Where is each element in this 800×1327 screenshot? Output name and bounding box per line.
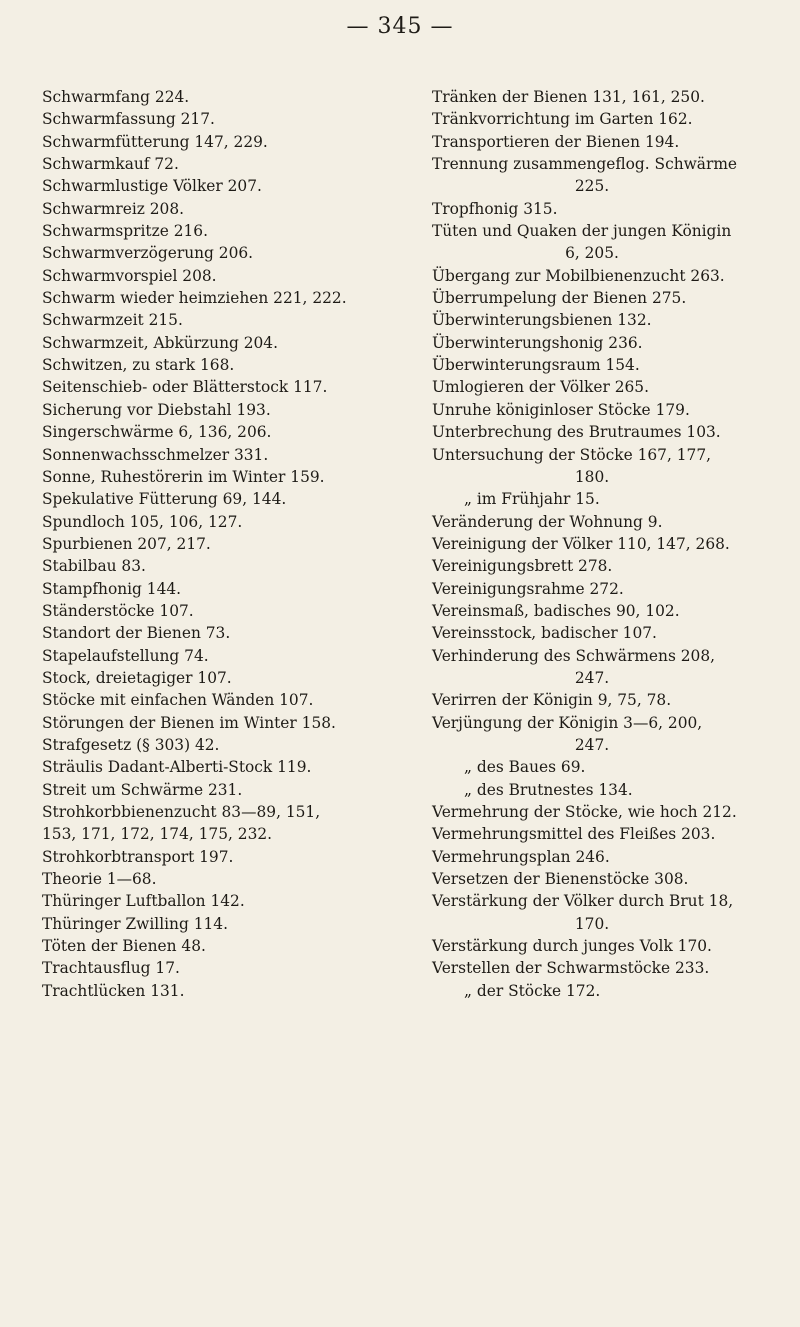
index-entry: [42, 801, 422, 846]
entry-text: Stapelaufstellung 74.: [42, 646, 209, 665]
index-entry: [42, 980, 422, 1002]
entry-text: Tüten und Quaken der jungen Königin: [432, 222, 732, 241]
entry-text: Schwarmlustige Völker 207.: [42, 177, 262, 196]
index-entry: [42, 868, 422, 890]
index-entry: [432, 444, 782, 489]
index-entry: [42, 399, 422, 421]
entry-text: Schwarmfassung 217.: [42, 110, 215, 129]
index-entry: [42, 175, 422, 197]
index-entry: [432, 890, 782, 935]
entry-continuation: 6, 205.: [565, 244, 619, 263]
entry-text: „ des Brutnestes 134.: [464, 780, 633, 799]
entry-text: Umlogieren der Völker 265.: [432, 378, 649, 397]
entry-text: Sicherung vor Diebstahl 193.: [42, 400, 271, 419]
index-entry: [42, 220, 422, 242]
entry-text: Strafgesetz (§ 303) 42.: [42, 735, 220, 754]
index-entry: [432, 823, 782, 845]
entry-text: Untersuchung der Stöcke 167, 177,: [432, 445, 712, 464]
index-entry: [432, 555, 782, 577]
entry-text: Vereinigungsbrett 278.: [432, 557, 613, 576]
entry-text: Verstärkung durch junges Volk 170.: [432, 937, 712, 956]
entry-text: Thüringer Luftballon 142.: [42, 892, 245, 911]
entry-text: Schwarm wieder heimziehen 221, 222.: [42, 289, 347, 308]
entry-text: „ der Stöcke 172.: [464, 981, 601, 1000]
entry-text: Singerschwärme 6, 136, 206.: [42, 423, 272, 442]
index-entry: [42, 645, 422, 667]
index-entry: [42, 600, 422, 622]
entry-text: Schwarmreiz 208.: [42, 199, 185, 218]
index-entry: [42, 488, 422, 510]
entry-text: Überwinterungshonig 236.: [432, 333, 643, 352]
index-entry: [42, 309, 422, 331]
index-entry: [42, 354, 422, 376]
entry-text: Trachtausflug 17.: [42, 959, 180, 978]
entry-text: Vereinsstock, badischer 107.: [432, 624, 657, 643]
entry-text: Seitenschieb- oder Blätterstock 117.: [42, 378, 328, 397]
entry-text: Verirren der Königin 9, 75, 78.: [432, 691, 672, 710]
index-entry: [42, 957, 422, 979]
index-entry: [42, 935, 422, 957]
entry-text: Schwarmvorspiel 208.: [42, 266, 217, 285]
entry-text: Tränken der Bienen 131, 161, 250.: [432, 88, 705, 106]
index-entry: [432, 421, 782, 443]
entry-text: Vermehrungsmittel des Fleißes 203.: [432, 825, 716, 844]
entry-text: Stock, dreietagiger 107.: [42, 668, 232, 687]
entry-text: Transportieren der Bienen 194.: [432, 132, 680, 151]
entry-text: Trennung zusammengeflog. Schwärme: [432, 155, 738, 174]
index-entry: [432, 265, 782, 287]
index-entry: [42, 444, 422, 466]
index-entry: [432, 511, 782, 533]
index-entry: [432, 578, 782, 600]
entry-text: Spekulative Fütterung 69, 144.: [42, 490, 287, 509]
index-entry: [42, 846, 422, 868]
index-entry: [432, 980, 782, 1002]
index-entry: [432, 376, 782, 398]
entry-text: Verjüngung der Königin 3—6, 200,: [432, 713, 703, 732]
index-entry: [42, 555, 422, 577]
entry-text: Strohkorbtransport 197.: [42, 847, 234, 866]
index-entry: [432, 131, 782, 153]
index-entry: [432, 846, 782, 868]
entry-text: Schwarmkauf 72.: [42, 155, 179, 174]
entry-text: Thüringer Zwilling 114.: [42, 914, 228, 933]
index-entry: [432, 86, 782, 108]
index-entry: [42, 198, 422, 220]
entry-text: Stampfhonig 144.: [42, 579, 182, 598]
entry-text: Schwarmfütterung 147, 229.: [42, 132, 268, 151]
entry-text: Theorie 1—68.: [42, 870, 157, 889]
index-entry: [432, 756, 782, 778]
entry-text: Schwarmzeit 215.: [42, 311, 183, 330]
index-entry: [432, 622, 782, 644]
index-entry: [42, 287, 422, 309]
index-entry: [432, 399, 782, 421]
index-entry: [432, 689, 782, 711]
index-entry: [42, 86, 422, 108]
index-entry: [432, 287, 782, 309]
entry-text: Überwinterungsraum 154.: [432, 356, 640, 375]
index-entry: [42, 108, 422, 130]
index-entry: [432, 868, 782, 890]
index-entry: [42, 332, 422, 354]
index-entry: [42, 667, 422, 689]
entry-text: Störungen der Bienen im Winter 158.: [42, 713, 336, 732]
entry-text: Unterbrechung des Brutraumes 103.: [432, 423, 721, 442]
index-entry: [42, 689, 422, 711]
entry-continuation: 180.: [574, 467, 610, 486]
entry-text: Tränkvorrichtung im Garten 162.: [432, 110, 693, 129]
index-entry: [42, 578, 422, 600]
index-entry: [432, 153, 782, 198]
entry-text: Sonnenwachsschmelzer 331.: [42, 445, 269, 464]
entry-text: Streit um Schwärme 231.: [42, 780, 243, 799]
entry-continuation: 225.: [574, 177, 610, 196]
index-entry: [42, 511, 422, 533]
entry-continuation: 247.: [574, 735, 610, 754]
index-entry: [42, 421, 422, 443]
index-entry: [432, 332, 782, 354]
entry-text: Schwarmverzögerung 206.: [42, 244, 254, 263]
entry-text: Übergang zur Mobilbienenzucht 263.: [432, 266, 725, 285]
index-entry: [42, 242, 422, 264]
entry-continuation: 247.: [574, 668, 610, 687]
index-column-left: [42, 86, 422, 1002]
entry-text: Verhinderung des Schwärmens 208,: [432, 646, 716, 665]
entry-text: Überwinterungsbienen 132.: [432, 311, 652, 330]
index-entry: [432, 935, 782, 957]
index-entry: [432, 801, 782, 823]
entry-text: Überrumpelung der Bienen 275.: [432, 289, 687, 308]
index-entry: [42, 734, 422, 756]
entry-text: Sonne, Ruhestörerin im Winter 159.: [42, 467, 325, 486]
entry-text: Verstellen der Schwarmstöcke 233.: [432, 959, 710, 978]
index-entry: [432, 779, 782, 801]
index-entry: [432, 198, 782, 220]
entry-continuation: 153, 171, 172, 174, 175, 232.: [42, 825, 273, 844]
entry-text: Tropfhonig 315.: [432, 199, 558, 218]
entry-text: Schwarmzeit, Abkürzung 204.: [42, 333, 278, 352]
entry-text: „ im Frühjahr 15.: [464, 490, 600, 509]
index-entry: [432, 488, 782, 510]
entry-text: Vereinigung der Völker 110, 147, 268.: [432, 534, 730, 553]
entry-text: Schwarmfang 224.: [42, 88, 190, 106]
entry-text: Vereinsmaß, badisches 90, 102.: [432, 601, 680, 620]
index-entry: [432, 309, 782, 331]
entry-text: Vereinigungsrahme 272.: [432, 579, 624, 598]
entry-text: Ständerstöcke 107.: [42, 601, 194, 620]
entry-continuation: 170.: [574, 914, 610, 933]
index-entry: [432, 645, 782, 690]
index-entry: [42, 913, 422, 935]
index-entry: [42, 466, 422, 488]
index-entry: [42, 131, 422, 153]
entry-text: Schwitzen, zu stark 168.: [42, 356, 235, 375]
index-entry: [432, 600, 782, 622]
entry-text: Spundloch 105, 106, 127.: [42, 512, 243, 531]
entry-text: Spurbienen 207, 217.: [42, 534, 211, 553]
index-entry: [42, 890, 422, 912]
entry-text: Stöcke mit einfachen Wänden 107.: [42, 691, 314, 710]
entry-text: Vermehrung der Stöcke, wie hoch 212.: [432, 803, 737, 821]
index-entry: [42, 622, 422, 644]
index-entry: [432, 354, 782, 376]
entry-text: Schwarmspritze 216.: [42, 222, 208, 241]
index-column-right: [432, 86, 782, 1002]
index-entry: [42, 265, 422, 287]
index-entry: [42, 533, 422, 555]
entry-text: Trachtlücken 131.: [42, 981, 185, 1000]
entry-text: Stabilbau 83.: [42, 557, 146, 576]
entry-text: Sträulis Dadant-Alberti-Stock 119.: [42, 758, 312, 777]
entry-text: Standort der Bienen 73.: [42, 624, 231, 643]
entry-text: Verstärkung der Völker durch Brut 18,: [432, 892, 734, 911]
entry-text: Veränderung der Wohnung 9.: [432, 512, 663, 531]
index-entry: [432, 957, 782, 979]
entry-text: „ des Baues 69.: [464, 758, 586, 777]
index-entry: [42, 712, 422, 734]
index-entry: [42, 153, 422, 175]
entry-text: Töten der Bienen 48.: [42, 937, 206, 956]
index-entry: [42, 756, 422, 778]
page-number: — 345 —: [346, 14, 454, 39]
index-entry: [432, 108, 782, 130]
entry-text: Unruhe königinloser Stöcke 179.: [432, 400, 690, 419]
entry-text: Versetzen der Bienenstöcke 308.: [432, 870, 689, 889]
entry-text: Vermehrungsplan 246.: [432, 847, 610, 866]
index-entry: [42, 376, 422, 398]
entry-text: Strohkorbbienenzucht 83—89, 151,: [42, 803, 321, 821]
index-entry: [432, 220, 782, 265]
index-entry: [42, 779, 422, 801]
index-entry: [432, 533, 782, 555]
index-entry: [432, 712, 782, 757]
